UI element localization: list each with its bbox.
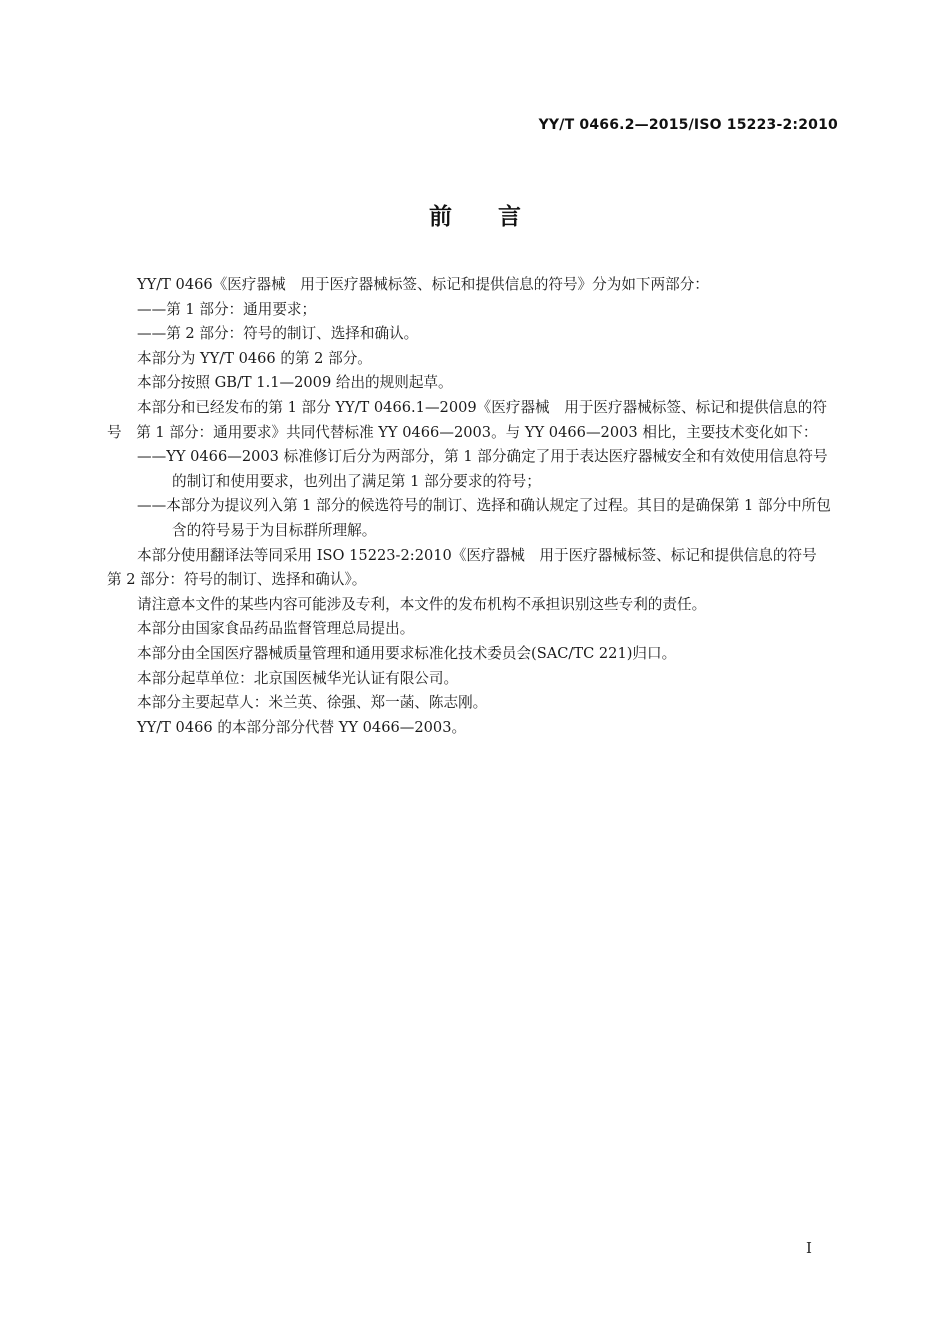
paragraph-partial-replacement: YY/T 0466 的本部分部分代替 YY 0466—2003。 (137, 718, 467, 736)
page-number: I (806, 1239, 812, 1257)
list-item-change-1: ——YY 0466—2003 标准修订后分为两部分，第 1 部分确定了用于表达医疗器械安全和有效使用信息符号的制订和使用要求，也列出了满足第 1 部分要求的符号； (137, 448, 828, 490)
page-title: 前言 (429, 204, 567, 230)
paragraph-this-part: 本部分为 YY/T 0466 的第 2 部分。 (137, 349, 372, 367)
paragraph-replacement: 本部分和已经发布的第 1 部分 YY/T 0466.1—2009《医疗器械 用于医疗器械标签、标记和提供信息的符号 第 1 部分：通用要求》共同代替标准 YY 0466—2003。与 YY 0466—2003 相比，主要技术变化如下： (107, 398, 827, 441)
paragraph-committee: 本部分由全国医疗器械质量管理和通用要求标准化技术委员会(SAC/TC 221)归口。 (137, 644, 677, 662)
paragraph-parts-overview: YY/T 0466《医疗器械 用于医疗器械标签、标记和提供信息的符号》分为如下两部分： (137, 276, 709, 293)
paragraph-translation: 本部分使用翻译法等同采用 ISO 15223-2:2010《医疗器械 用于医疗器械标签、标记和提供信息的符号 第 2 部分：符号的制订、选择和确认》。 (107, 546, 832, 589)
document-identifier: YY/T 0466.2—2015/ISO 15223-2:2010 (538, 117, 838, 133)
paragraph-patent-notice: 请注意本文件的某些内容可能涉及专利，本文件的发布机构不承担识别这些专利的责任。 (137, 595, 707, 613)
paragraph-drafting-unit: 本部分起草单位：北京国医械华光认证有限公司。 (137, 669, 459, 687)
list-item-part-2: ——第 2 部分：符号的制订、选择和确认。 (137, 325, 419, 343)
list-item-part-1: ——第 1 部分：通用要求； (137, 300, 317, 318)
list-item-change-2: ——本部分为提议列入第 1 部分的候选符号的制订、选择和确认规定了过程。其目的是确保第 1 部分中所包含的符号易于为目标群所理解。 (137, 497, 831, 539)
foreword-body (107, 273, 841, 740)
paragraph-drafters: 本部分主要起草人：米兰英、徐强、郑一菡、陈志刚。 (137, 694, 488, 712)
paragraph-drafting-rules: 本部分按照 GB/T 1.1—2009 给出的规则起草。 (137, 374, 453, 392)
paragraph-proposer: 本部分由国家食品药品监督管理总局提出。 (137, 620, 415, 638)
